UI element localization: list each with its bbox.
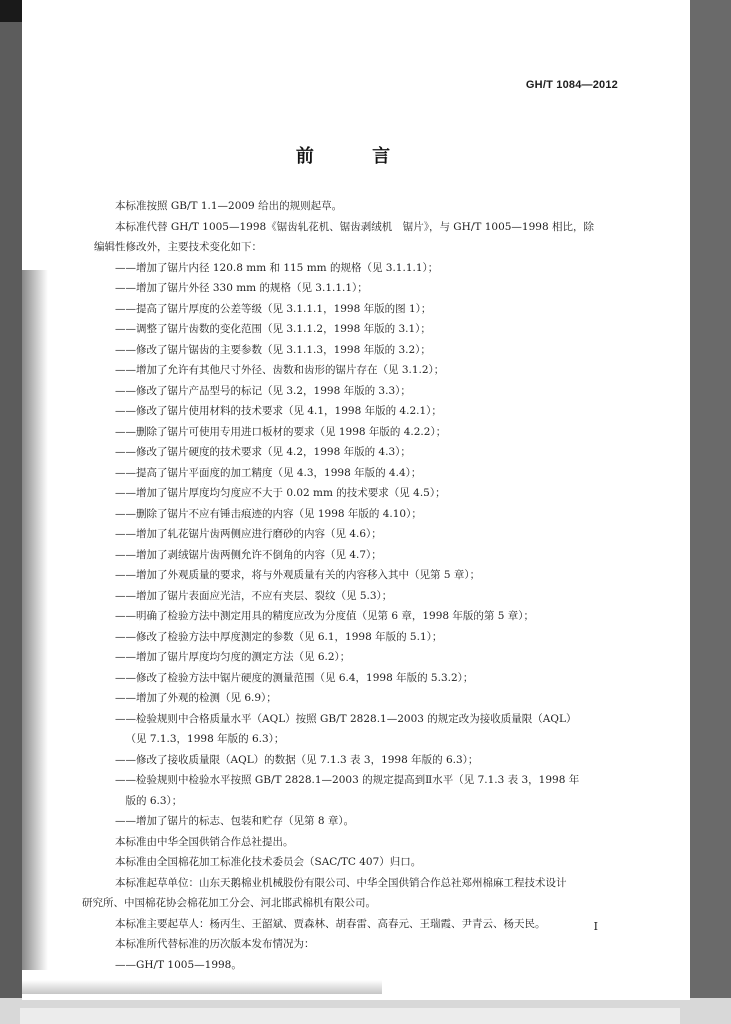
drafting-units-line1: 本标准起草单位：山东天鹅棉业机械股份有限公司、中华全国供销合作总社郑州棉麻工程技术设计 xyxy=(115,876,567,889)
change-item: ——增加了锯片厚度均匀度应不大于 0.02 mm 的技术要求（见 4.5）； xyxy=(115,487,446,499)
change-item-level-line1: ——检验规则中检验水平按照 GB/T 2828.1—2003 的规定提高到Ⅱ水平（见 7.1.3 表 3，1998 年 xyxy=(115,774,580,786)
change-item-level-line2: 版的 6.3）； xyxy=(125,794,183,807)
change-item: ——明确了检验方法中测定用具的精度应改为分度值（见第 6 章，1998 年版的第 5 章）； xyxy=(115,610,535,622)
standard-code: GH/T 1084—2012 xyxy=(525,79,618,91)
change-item: ——增加了锯片外径 330 mm 的规格（见 3.1.1.1）； xyxy=(115,282,368,294)
change-item: ——删除了锯片可使用专用进口板材的要求（见 1998 年版的 4.2.2）； xyxy=(115,425,447,438)
foreword-body xyxy=(82,196,639,975)
change-item: ——增加了外观质量的要求，将与外观质量有关的内容移入其中（见第 5 章）； xyxy=(115,569,481,581)
change-item: ——增加了剥绒锯片齿两侧允许不倒角的内容（见 4.7）； xyxy=(115,548,382,561)
change-item: ——修改了检验方法中锯片硬度的测量范围（见 6.4，1998 年版的 5.3.2）； xyxy=(115,671,474,684)
proposer-paragraph: 本标准由中华全国供销合作总社提出。 xyxy=(115,835,294,848)
scan-background-right xyxy=(690,0,731,1024)
document-page xyxy=(22,0,690,1000)
change-item: ——修改了接收质量限（AQL）的数据（见 7.1.3 表 3，1998 年版的 6.3）； xyxy=(115,753,479,766)
page-number: I xyxy=(593,920,598,933)
change-item: ——修改了锯片锯齿的主要参数（见 3.1.1.3，1998 年版的 3.2）； xyxy=(115,343,431,356)
drafters-paragraph: 本标准主要起草人：杨丙生、王韶斌、贾森林、胡春雷、高春元、王瑞霞、尹青云、杨天民。 xyxy=(115,917,546,930)
change-item: ——修改了锯片使用材料的技术要求（见 4.1，1998 年版的 4.2.1）； xyxy=(115,405,442,417)
change-item: ——修改了锯片产品型号的标记（见 3.2，1998 年版的 3.3）； xyxy=(115,384,411,397)
intro-paragraph-2-cont: 编辑性修改外，主要技术变化如下： xyxy=(94,241,262,253)
change-item: ——提高了锯片厚度的公差等级（见 3.1.1.1，1998 年版的图 1）； xyxy=(115,302,432,315)
scan-background-bottom-inner xyxy=(20,1008,680,1024)
change-item: ——增加了锯片厚度均匀度的测定方法（见 6.2）； xyxy=(115,651,351,663)
change-item: ——增加了锯片表面应光洁，不应有夹层、裂纹（见 5.3）； xyxy=(115,589,393,602)
change-item: ——增加了允许有其他尺寸外径、齿数和齿形的锯片存在（见 3.1.2）； xyxy=(115,364,445,376)
intro-paragraph-1: 本标准按照 GB/T 1.1—2009 给出的规则起草。 xyxy=(115,200,343,212)
scan-bottom-shadow xyxy=(22,980,382,994)
change-item-aql-line2: （见 7.1.3，1998 年版的 6.3）； xyxy=(125,733,285,745)
scan-edge-shadow xyxy=(22,270,48,970)
committee-paragraph: 本标准由全国棉花加工标准化技术委员会（SAC/TC 407）归口。 xyxy=(115,856,422,868)
change-item: ——提高了锯片平面度的加工精度（见 4.3，1998 年版的 4.4）； xyxy=(115,466,422,479)
change-item: ——删除了锯片不应有锤击痕迹的内容（见 1998 年版的 4.10）； xyxy=(115,507,422,520)
history-intro: 本标准所代替标准的历次版本发布情况为： xyxy=(115,938,315,950)
change-item: ——增加了外观的检测（见 6.9）； xyxy=(115,692,277,704)
intro-paragraph-2: 本标准代替 GH/T 1005—1998《锯齿轧花机、锯齿剥绒机 锯片》，与 GH/T 1005—1998 相比，除 xyxy=(115,220,594,233)
drafting-units-line2: 研究所、中国棉花协会棉花加工分会、河北邯武棉机有限公司。 xyxy=(82,897,376,909)
change-item: ——修改了锯片硬度的技术要求（见 4.2，1998 年版的 4.3）； xyxy=(115,446,411,458)
change-item: ——修改了检验方法中厚度测定的参数（见 6.1，1998 年版的 5.1）； xyxy=(115,630,443,643)
history-item: ——GH/T 1005—1998。 xyxy=(115,958,242,971)
change-item: ——增加了锯片的标志、包装和贮存（见第 8 章）。 xyxy=(115,815,355,827)
change-item: ——增加了轧花锯片齿两侧应进行磨砂的内容（见 4.6）； xyxy=(115,528,382,540)
change-item: ——调整了锯片齿数的变化范围（见 3.1.1.2，1998 年版的 3.1）； xyxy=(115,323,431,335)
page-title: 前 言 xyxy=(295,146,417,167)
change-item: ——增加了锯片内径 120.8 mm 和 115 mm 的规格（见 3.1.1.1）； xyxy=(115,261,439,274)
change-item-aql-line1: ——检验规则中合格质量水平（AQL）按照 GB/T 2828.1—2003 的规定改为接收质量限（AQL） xyxy=(115,712,577,725)
